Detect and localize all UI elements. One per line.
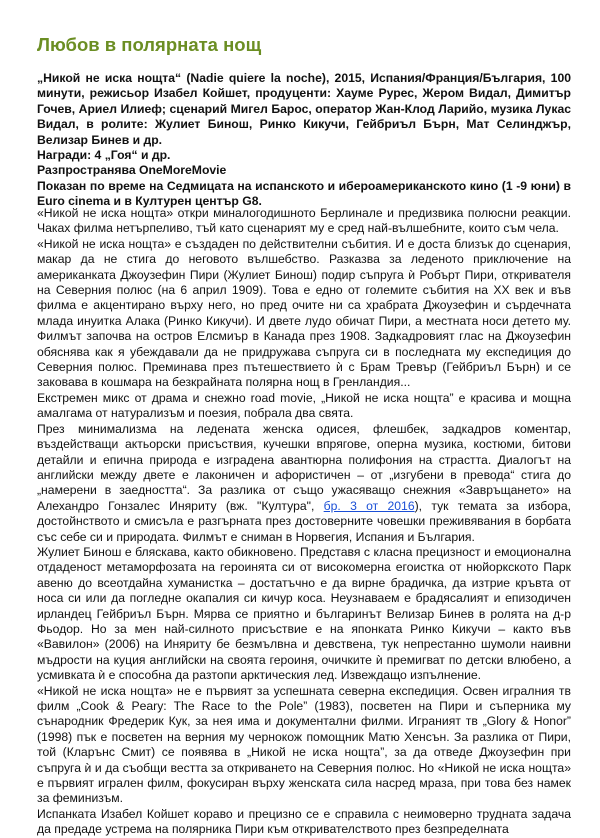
paragraph-3: Екстремен микс от драма и снежно road movie, „Никой не иска нощта” е красива и мощна амалгама от натурализъм и поезия, побрала два свята.: [37, 390, 571, 421]
paragraph-1: «Никой не иска нощта» откри миналогодишното Берлинале и предизвика полюсни реакции. Чаках филма нетърпеливо, тъй като сценарият му е сред най-вълшебните, които съм чела.: [37, 206, 571, 236]
paragraph-6: «Никой не иска нощта» не е първият за успешната северна експедиция. Освен игралния тв филм „Cook & Peary: The Race to the Pole” (1983), посветен на Пири и съперника му сънародник Фредерик Кук, за нея има и документални филми. Играният тв „Glory & Honor” (1998) пък е посветен на верния му чернокож помощник Матю Хенсън. За разлика от Пири, той (Кларънс Смит) се появява в „Никой не иска нощта”, за да отведе Джоузефин при съпруга ѝ и да съобщи вестта за откриването на Северния полюс. Но «Никой не иска нощта» е първият игрален филм, фокусиран върху женската сила насред мраза, при това без намек за феминизъм.: [37, 683, 571, 806]
paragraph-4: [37, 422, 571, 545]
film-distributor: Разпространява OneMoreMovie: [37, 163, 227, 178]
paragraph-4-text-before-link: През минимализма на ледената женска одисея, флешбек, задкадров коментар, въздействащи актьорски присъствия, кучешки впрягове, оперна музика, костюми, битови детайли и епична природа е изградена авантюрна полифония на страстта. Диалогът на английски между двете е лаконичен и афористичен – от „изгубени в превода“ стига до „намерени в заедността“. За разлика от също ужасяващо снежния «Завръщането» на Алехандро Гонзалес Иняриту (вж. "Култура",: [37, 421, 571, 513]
paragraph-7: Испанката Изабел Койшет кораво и прецизно се е справила с неимоверно трудната задача да предаде устрема на полярника Пири към откривателството през безпределната: [37, 806, 571, 837]
article-body: [37, 206, 571, 838]
film-awards: Награди: 4 „Гоя“ и др.: [37, 148, 171, 163]
film-credits: „Никой не иска нощта“ (Nadie quiere la noche), 2015, Испания/Франция/България, 100 минути, режисьор Изабел Койшет, продуценти: Хауме Рурес, Жером Видал, Димитър Гочев, Ариел Илиеф; сценарий Мигел Барос, оператор Жан-Клод Ларийо, музика Лукас Видал, в ролите: Жулиет Бинош, Ринко Кикучи, Гейбриъл Бърн, Мат Селинджър, Велизар Бинев и др.: [37, 71, 571, 147]
article-title: Любов в полярната нощ: [37, 34, 262, 55]
film-screening: Показан по време на Седмицата на испанското и ибероамериканското кино (1 -9 юни) в Euro cinema и в Културен център G8.: [37, 178, 571, 209]
kultura-issue-link[interactable]: бр. 3 от 2016: [323, 498, 415, 513]
film-info-block: [37, 71, 571, 210]
paragraph-2: «Никой не иска нощта» е създаден по действителни събития. И е доста близък до сценария, макар да не стига до неговото вълшебство. Разказва за леденото приключение на американката Джоузефин Пири (Жулиет Бинош) подир съпруга ѝ Робърт Пири, откривателя на Северния полюс (на 6 април 1909). Това е едно от големите събития на ХХ век и във филма е акцентирано върху него, но пред очите ни са храбрата Джоузефин и сърдечната млада инуитка Алака (Ринко Кикучи). И двете лудо обичат Пири, а местната носи детето му. Филмът започва на остров Елсмиър в Канада през 1908. Задкадровият глас на Джоузефин обяснява как я убеждавали да не придружава съпруга си в последната му експедиция до Северния полюс. Преминава през пътешествието ѝ с Брам Тревър (Гейбриъл Бърн) и се заковава в кошмара на безкрайната полярна нощ в Гренландия...: [37, 236, 571, 390]
paragraph-4-text-after-link: ), тук темата за избора, достойнството и смисъла е разгърната през достоверните човешки преживявания в борбата със себе си и природата. Филмът е сниман в Норвегия, Испания и България.: [37, 498, 571, 544]
paragraph-5: Жулиет Бинош е бляскава, както обикновено. Представя с класна прецизност и емоционална отдаденост метаморфозата на героинята си от високомерна егоистка от нюйоркското Парк авеню до всеотдайна хуманистка – достатъчно е да вирне брадичка, да изтрие кръвта от носа си или да погледне окапалия си кичур коса. Неузнаваем е брадясалият и епизодичен ирландец Гейбриъл Бърн. Мярва се приятно и българинът Велизар Бинев в ролята на д-р Фьодор. Но за мен най-силното присъствие е на японката Ринко Кикучи – както във «Вавилон» (2006) на Иняриту бе безмълвна и девствена, тук непрестанно шумоли наивни мъдрости на куция английски на своята героиня, очичките ѝ премигват по детски влюбено, а усмивката ѝ е способна да разтопи арктическия лед. Извеждащо изпълнение.: [37, 544, 571, 683]
